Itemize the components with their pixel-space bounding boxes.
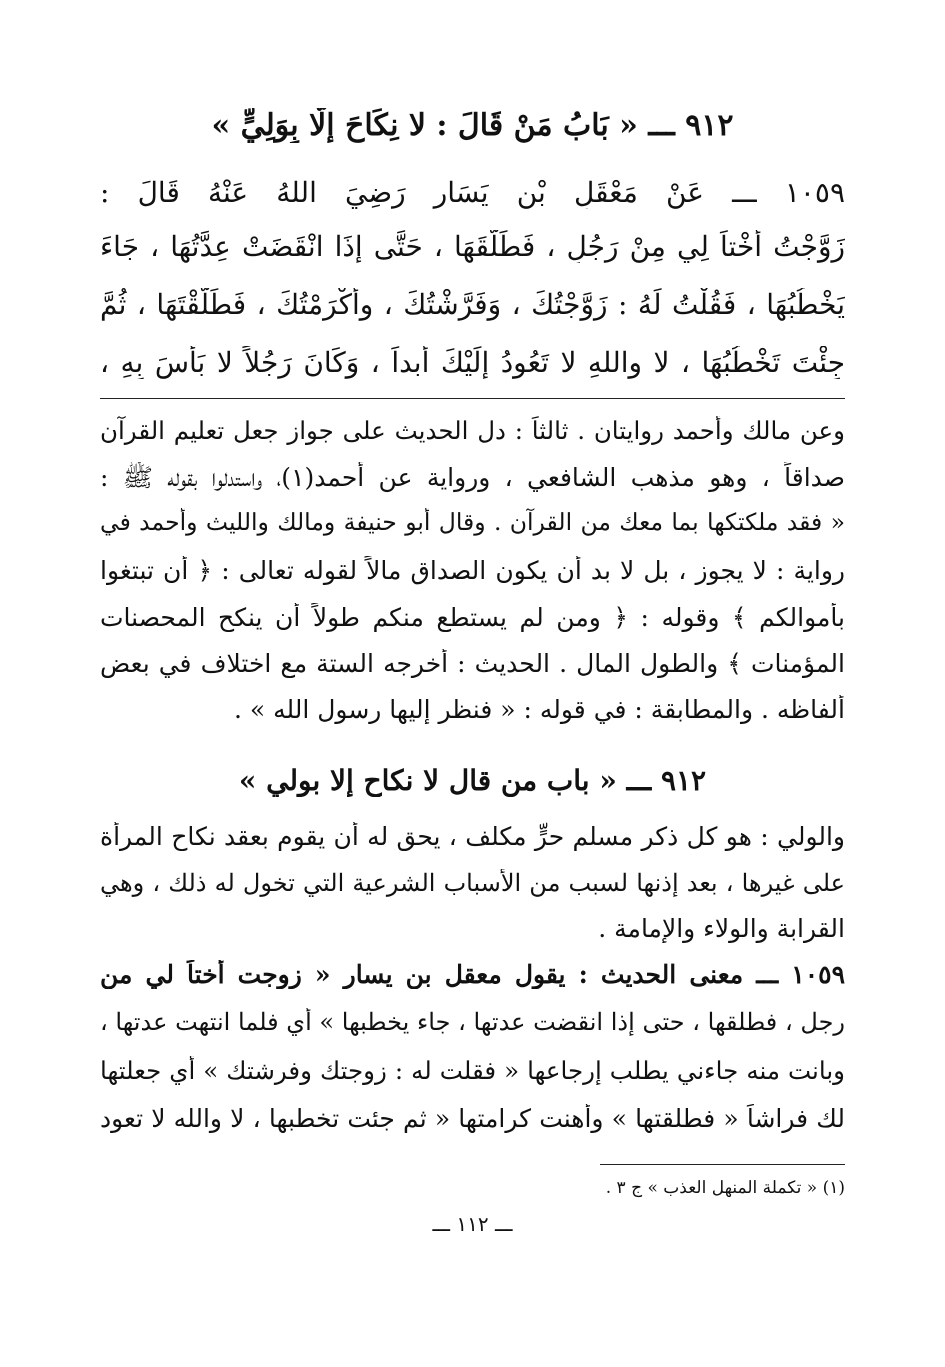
section-line: ١٠٥٩ ـــ معنى الحديث : يقول معقل بن يسار « زوجت أختاً لي من [100,960,845,989]
footnote-divider [600,1164,845,1165]
commentary-line: صداقاً ، وهو مذهب الشافعي ، ورواية عن أحمد(١)، واستدلوا بقوله ﷺ : [100,463,845,492]
hadith-line: زَوَّجْتُ أُخْتاً لِي مِنْ رَجُلٍ ، فَطَلَّقَهَا ، حَتَّى إِذَا انْقَضَتْ عِدَّتُهَا ، جَاءَ [100,230,845,263]
footnote: (١) « تكملة المنهل العذب » ج ٣ . [605,1178,845,1198]
hadith-line: يَخْطُبُهَا ، فَقُلْتُ لَهُ : زَوَّجْتُكَ ، وَفَرَّشْتُكَ ، وأَكْرَمْتُكَ ، فَطَلَّقْتَهَا ، ثُمَّ [100,288,845,321]
section-divider [100,398,845,399]
page-number: ـــ ١١٢ ـــ [432,1212,513,1236]
section-line: رجل ، فطلقها ، حتى إذا انقضت عدتها ، جاء يخطبها » أي فلما انتهت عدتها ، [100,1008,845,1036]
commentary-line: « فقد ملكتكها بما معك من القرآن . وقال أبو حنيفة ومالك والليث وأحمد في [100,508,845,536]
section-title: ٩١٢ ـــ « باب من قال لا نكاح إلا بولي » [238,764,707,797]
commentary-line: المؤمنات ﴾ والطول المال . الحديث : أخرجه الستة مع اختلاف في بعض [100,649,845,678]
commentary-line: وعن مالك وأحمد روايتان . ثالثاً : دل الحديث على جواز جعل تعليم القرآن [100,416,845,445]
section-line: على غيرها ، بعد إذنها لسبب من الأسباب الشرعية التي تخول له ذلك ، وهي [100,869,845,897]
section-line: القرابة والولاء والإمامة . [598,914,845,943]
section-line: وبانت منه جاءني يطلب إرجاعها « فقلت له : زوجتك وفرشتك » أي جعلتها [100,1056,845,1085]
hadith-line: ١٠٥٩ ـــ عَنْ مَعْقَلِ بْنِ يَسَارٍ رَضِيَ اللهُ عَنْهُ قَالَ : [100,176,845,209]
section-line: والولي : هو كل ذكر مسلم حرٍّ مكلف ، يحق له أن يقوم بعقد نكاح المرأة [100,822,845,851]
commentary-line: رواية : لا يجوز ، بل لا بد أن يكون الصداق مالاً لقوله تعالى : ﴿ أن تبتغوا [100,556,845,585]
hadith-line: جِئْتَ تَخْطُبُهَا ، لا واللهِ لا تَعُودُ إِلَيْكَ أَبداً ، وَكَانَ رَجُلاً لا بَأْسَ بِهِ ، [100,346,845,379]
chapter-title: ٩١٢ ـــ « بَابُ مَنْ قَالَ : لا نِكَاحَ إِلَّا بِوَلِيٍّ » [211,108,734,143]
commentary-line: بأموالكم ﴾ وقوله : ﴿ ومن لم يستطع منكم طولاً أن ينكح المحصنات [100,603,845,632]
commentary-line: ألفاظه . والمطابقة : في قوله : « فنظر إليها رسول الله » . [233,695,845,724]
section-line: لك فراشاً « فطلقتها » وأهنت كرامتها « ثم جئت تخطبها ، لا والله لا تعود [100,1104,845,1133]
